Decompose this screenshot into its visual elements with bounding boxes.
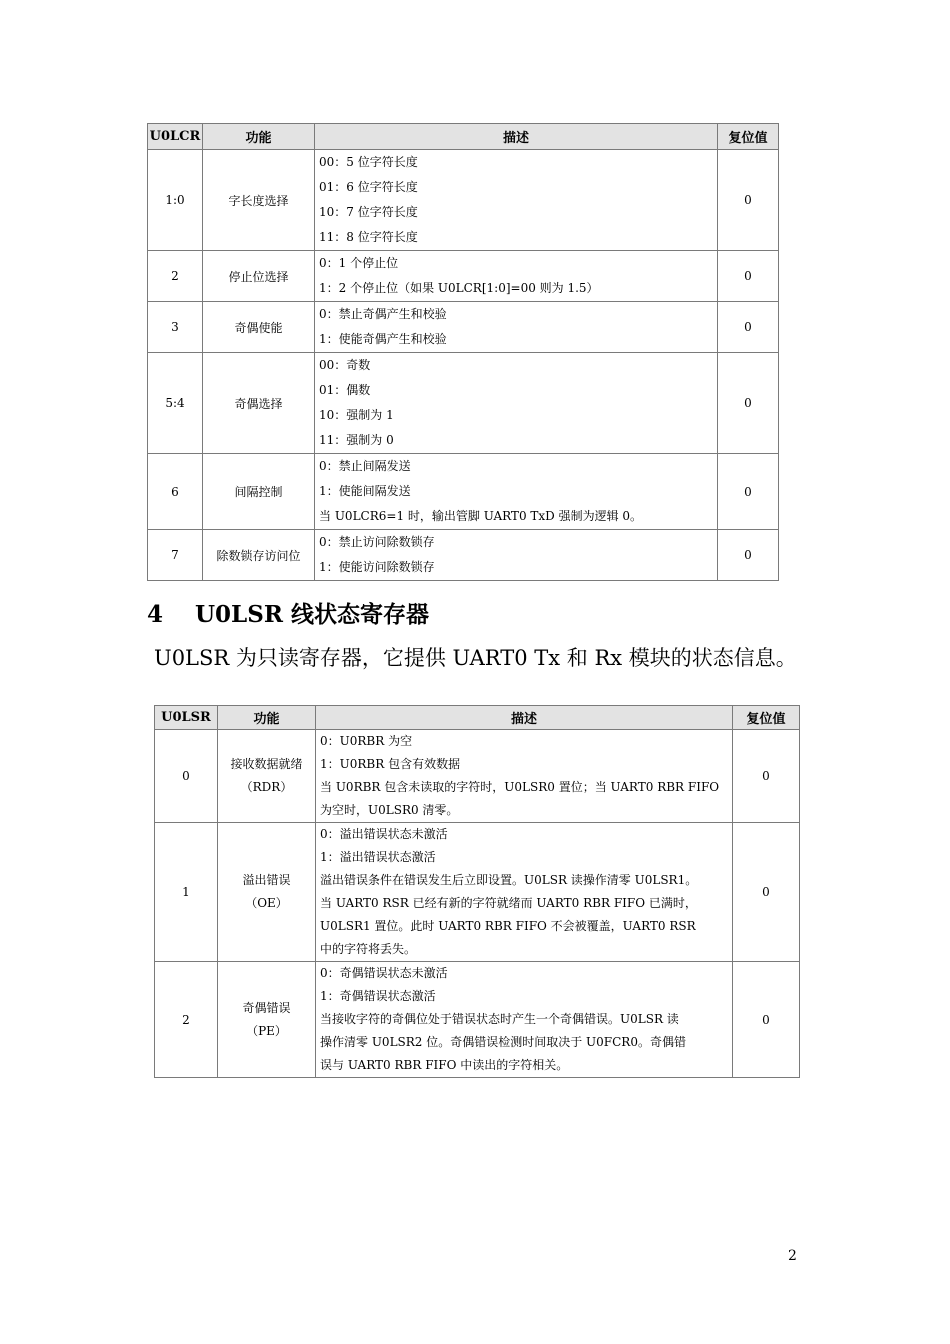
bits-cell: 1 <box>155 823 218 962</box>
description-cell <box>315 150 718 251</box>
bits-cell: 6 <box>148 454 203 530</box>
description-line: 1：2 个停止位（如果 U0LCR[1:0]=00 则为 1.5） <box>319 281 599 295</box>
section-paragraph: U0LSR 为只读寄存器，它提供 UART0 Tx 和 Rx 模块的状态信息。 <box>154 646 797 670</box>
description-cell <box>315 353 718 454</box>
header-register: U0LSR <box>155 706 218 730</box>
function-cell: 奇偶使能 <box>203 302 315 353</box>
reset-cell: 0 <box>718 251 779 302</box>
description-line: 1：奇偶错误状态激活 <box>320 989 436 1003</box>
description-line: 0：禁止奇偶产生和校验 <box>319 307 447 321</box>
description-cell <box>316 962 733 1078</box>
function-line: 奇偶错误 <box>242 1000 291 1015</box>
description-line: 0：禁止间隔发送 <box>319 459 411 473</box>
description-line: 1：溢出错误状态激活 <box>320 850 436 864</box>
function-cell: 间隔控制 <box>203 454 315 530</box>
description-line: 0：禁止访问除数锁存 <box>319 535 435 549</box>
header-register: U0LCR <box>148 124 203 150</box>
function-line: （PE） <box>246 1023 287 1038</box>
function-cell: 停止位选择 <box>203 251 315 302</box>
reset-cell: 0 <box>718 454 779 530</box>
header-description: 描述 <box>315 124 718 150</box>
bits-cell: 1:0 <box>148 150 203 251</box>
bits-cell: 5:4 <box>148 353 203 454</box>
header-reset: 复位值 <box>718 124 779 150</box>
description-line: 1：使能间隔发送 <box>319 484 411 498</box>
description-line: 01：6 位字符长度 <box>319 180 418 194</box>
function-line: 溢出错误 <box>242 873 291 887</box>
description-line: 0：U0RBR 为空 <box>320 734 413 748</box>
section-number: 4 <box>147 601 164 628</box>
bits-cell: 2 <box>155 962 218 1078</box>
table-row <box>148 302 779 353</box>
description-line: 10：强制为 1 <box>319 408 394 422</box>
description-line: 1：使能奇偶产生和校验 <box>319 332 447 346</box>
function-line: （RDR） <box>240 780 293 794</box>
reset-cell: 0 <box>718 150 779 251</box>
description-cell <box>315 251 718 302</box>
description-line: 操作清零 U0LSR2 位。奇偶错误检测时间取决于 U0FCR0。奇偶错 <box>320 1035 686 1049</box>
function-cell <box>218 823 316 962</box>
reset-cell: 0 <box>733 730 800 823</box>
description-cell <box>315 454 718 530</box>
description-line: 当 U0RBR 包含未读取的字符时，U0LSR0 置位；当 UART0 RBR FIFO <box>320 780 720 794</box>
description-cell <box>315 530 718 581</box>
header-reset: 复位值 <box>733 706 800 730</box>
description-line: 当 UART0 RSR 已经有新的字符就绪而 UART0 RBR FIFO 已满时， <box>320 896 697 910</box>
table-row <box>155 962 800 1078</box>
table-row <box>155 823 800 962</box>
function-cell <box>218 962 316 1078</box>
bits-cell: 3 <box>148 302 203 353</box>
description-line: 溢出错误条件在错误发生后立即设置。U0LSR 读操作清零 U0LSR1。 <box>320 873 698 887</box>
description-line: 为空时，U0LSR0 清零。 <box>320 803 459 817</box>
section-heading <box>147 596 429 629</box>
function-line: （OE） <box>245 896 288 910</box>
description-line: U0LSR1 置位。此时 UART0 RBR FIFO 不会被覆盖，UART0 RSR <box>320 919 696 933</box>
function-cell: 奇偶选择 <box>203 353 315 454</box>
description-line: 10：7 位字符长度 <box>319 205 418 219</box>
table-header-row <box>155 706 800 730</box>
header-function: 功能 <box>218 706 316 730</box>
description-line: 11：强制为 0 <box>319 433 394 447</box>
description-line: 0：奇偶错误状态未激活 <box>320 966 448 980</box>
description-line: 00：奇数 <box>319 358 371 372</box>
description-line: 中的字符将丢失。 <box>320 942 417 956</box>
description-cell <box>316 730 733 823</box>
table-row <box>148 353 779 454</box>
description-line: 00：5 位字符长度 <box>319 155 418 169</box>
description-line: 0：1 个停止位 <box>319 256 399 270</box>
function-cell: 字长度选择 <box>203 150 315 251</box>
function-line: 接收数据就绪 <box>230 757 303 771</box>
function-cell: 除数锁存访问位 <box>203 530 315 581</box>
reset-cell: 0 <box>718 353 779 454</box>
table-row <box>148 454 779 530</box>
description-line: 01：偶数 <box>319 383 371 397</box>
description-line: 1：使能访问除数锁存 <box>319 560 435 574</box>
u0lcr-table <box>147 123 779 581</box>
table-row <box>155 730 800 823</box>
description-cell <box>315 302 718 353</box>
section-title: U0LSR 线状态寄存器 <box>195 601 429 628</box>
table-row <box>148 150 779 251</box>
header-function: 功能 <box>203 124 315 150</box>
function-cell <box>218 730 316 823</box>
u0lsr-table <box>154 705 800 1078</box>
reset-cell: 0 <box>718 302 779 353</box>
table-row <box>148 530 779 581</box>
description-line: 误与 UART0 RBR FIFO 中读出的字符相关。 <box>320 1058 569 1072</box>
page-number: 2 <box>788 1248 797 1264</box>
reset-cell: 0 <box>733 962 800 1078</box>
reset-cell: 0 <box>718 530 779 581</box>
bits-cell: 2 <box>148 251 203 302</box>
bits-cell: 0 <box>155 730 218 823</box>
bits-cell: 7 <box>148 530 203 581</box>
description-line: 当 U0LCR6=1 时，输出管脚 UART0 TxD 强制为逻辑 0。 <box>319 509 643 523</box>
table-row <box>148 251 779 302</box>
description-line: 1：U0RBR 包含有效数据 <box>320 757 461 771</box>
description-line: 当接收字符的奇偶位处于错误状态时产生一个奇偶错误。U0LSR 读 <box>320 1012 679 1026</box>
reset-cell: 0 <box>733 823 800 962</box>
description-line: 0：溢出错误状态未激活 <box>320 827 448 841</box>
description-line: 11：8 位字符长度 <box>319 230 418 244</box>
header-description: 描述 <box>316 706 733 730</box>
description-cell <box>316 823 733 962</box>
table-header-row <box>148 124 779 150</box>
